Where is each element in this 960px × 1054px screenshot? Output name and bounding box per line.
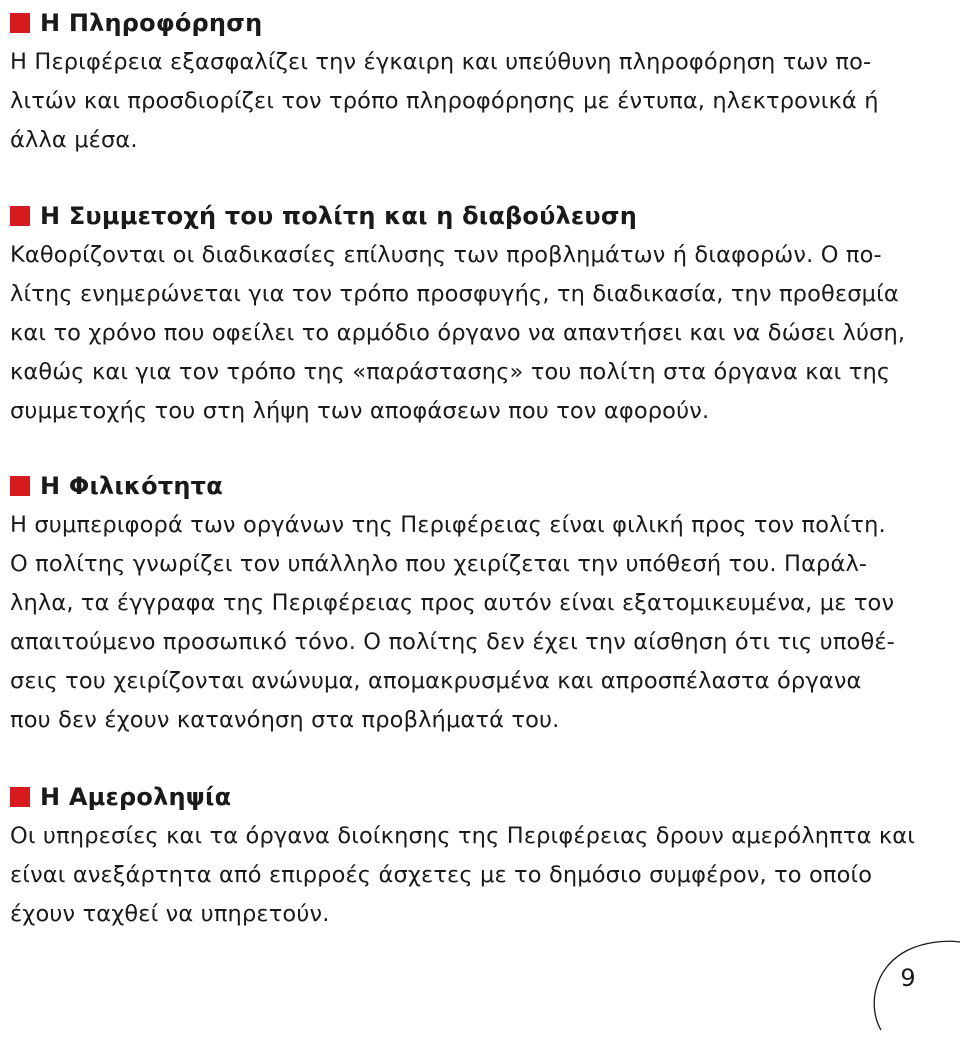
section-information	[10, 3, 900, 160]
paragraph-line: σεις του χειρίζονται ανώνυμα, απομακρυσμένα και απροσπέλαστα όργανα	[10, 668, 862, 694]
paragraph-line: είναι ανεξάρτητα από επιρροές άσχετες με το δημόσιο συμφέρον, το οποίο	[10, 862, 873, 888]
paragraph-line: έχουν ταχθεί να υπηρετούν.	[10, 901, 330, 927]
paragraph-line: λίτης ενημερώνεται για τον τρόπο προσφυγής, τη διαδικασία, την προθεσμία	[10, 281, 899, 307]
section-heading	[10, 466, 900, 506]
red-square-icon	[10, 787, 30, 807]
section-friendliness	[10, 466, 900, 740]
red-square-icon	[10, 13, 30, 33]
section-heading-text: Η Συμμετοχή του πολίτη και η διαβούλευση	[40, 202, 638, 230]
paragraph-line: Οι υπηρεσίες και τα όργανα διοίκησης της Περιφέρειας δρουν αμερόληπτα και	[10, 823, 916, 849]
section-participation	[10, 196, 906, 431]
paragraph-line: καθώς και για τον τρόπο της «παράστασης» του πολίτη στα όργανα και της	[10, 359, 891, 385]
section-heading-text: Η Φιλικότητα	[40, 472, 223, 500]
paragraph-line: άλλα μέσα.	[10, 127, 138, 153]
paragraph-line: και το χρόνο που οφείλει το αρμόδιο όργανο να απαντήσει και να δώσει λύση,	[10, 320, 906, 346]
paragraph-line: λιτών και προσδιορίζει τον τρόπο πληροφόρησης με έντυπα, ηλεκτρονικά ή	[10, 88, 879, 114]
section-impartiality	[10, 777, 916, 934]
section-heading-text: Η Πληροφόρηση	[40, 9, 263, 37]
paragraph-line: συμμετοχής του στη λήψη των αποφάσεων που τον αφορούν.	[10, 398, 710, 424]
paragraph-line: Η συμπεριφορά των οργάνων της Περιφέρειας είναι φιλική προς τον πολίτη.	[10, 512, 886, 538]
paragraph-line: ληλα, τα έγγραφα της Περιφέρειας προς αυτόν είναι εξατομικευμένα, με τον	[10, 590, 895, 616]
paragraph-line: απαιτούμενο προσωπικό τόνο. Ο πολίτης δεν έχει την αίσθηση ότι τις υποθέ-	[10, 629, 895, 655]
red-square-icon	[10, 476, 30, 496]
paragraph-line: Καθορίζονται οι διαδικασίες επίλυσης των προβλημάτων ή διαφορών. Ο πο-	[10, 242, 882, 268]
paragraph-line: που δεν έχουν κατανόηση στα προβλήματά του.	[10, 707, 560, 733]
red-square-icon	[10, 206, 30, 226]
section-heading	[10, 777, 900, 817]
paragraph-line: Η Περιφέρεια εξασφαλίζει την έγκαιρη και υπεύθυνη πληροφόρηση των πο-	[10, 49, 872, 75]
section-heading-text: Η Αμεροληψία	[40, 783, 232, 811]
section-heading	[10, 3, 900, 43]
page-number: 9	[900, 964, 916, 992]
paragraph-line: Ο πολίτης γνωρίζει τον υπάλληλο που χειρίζεται την υπόθεσή του. Παράλ-	[10, 551, 868, 577]
page-number-badge	[860, 938, 960, 1038]
section-heading	[10, 196, 900, 236]
